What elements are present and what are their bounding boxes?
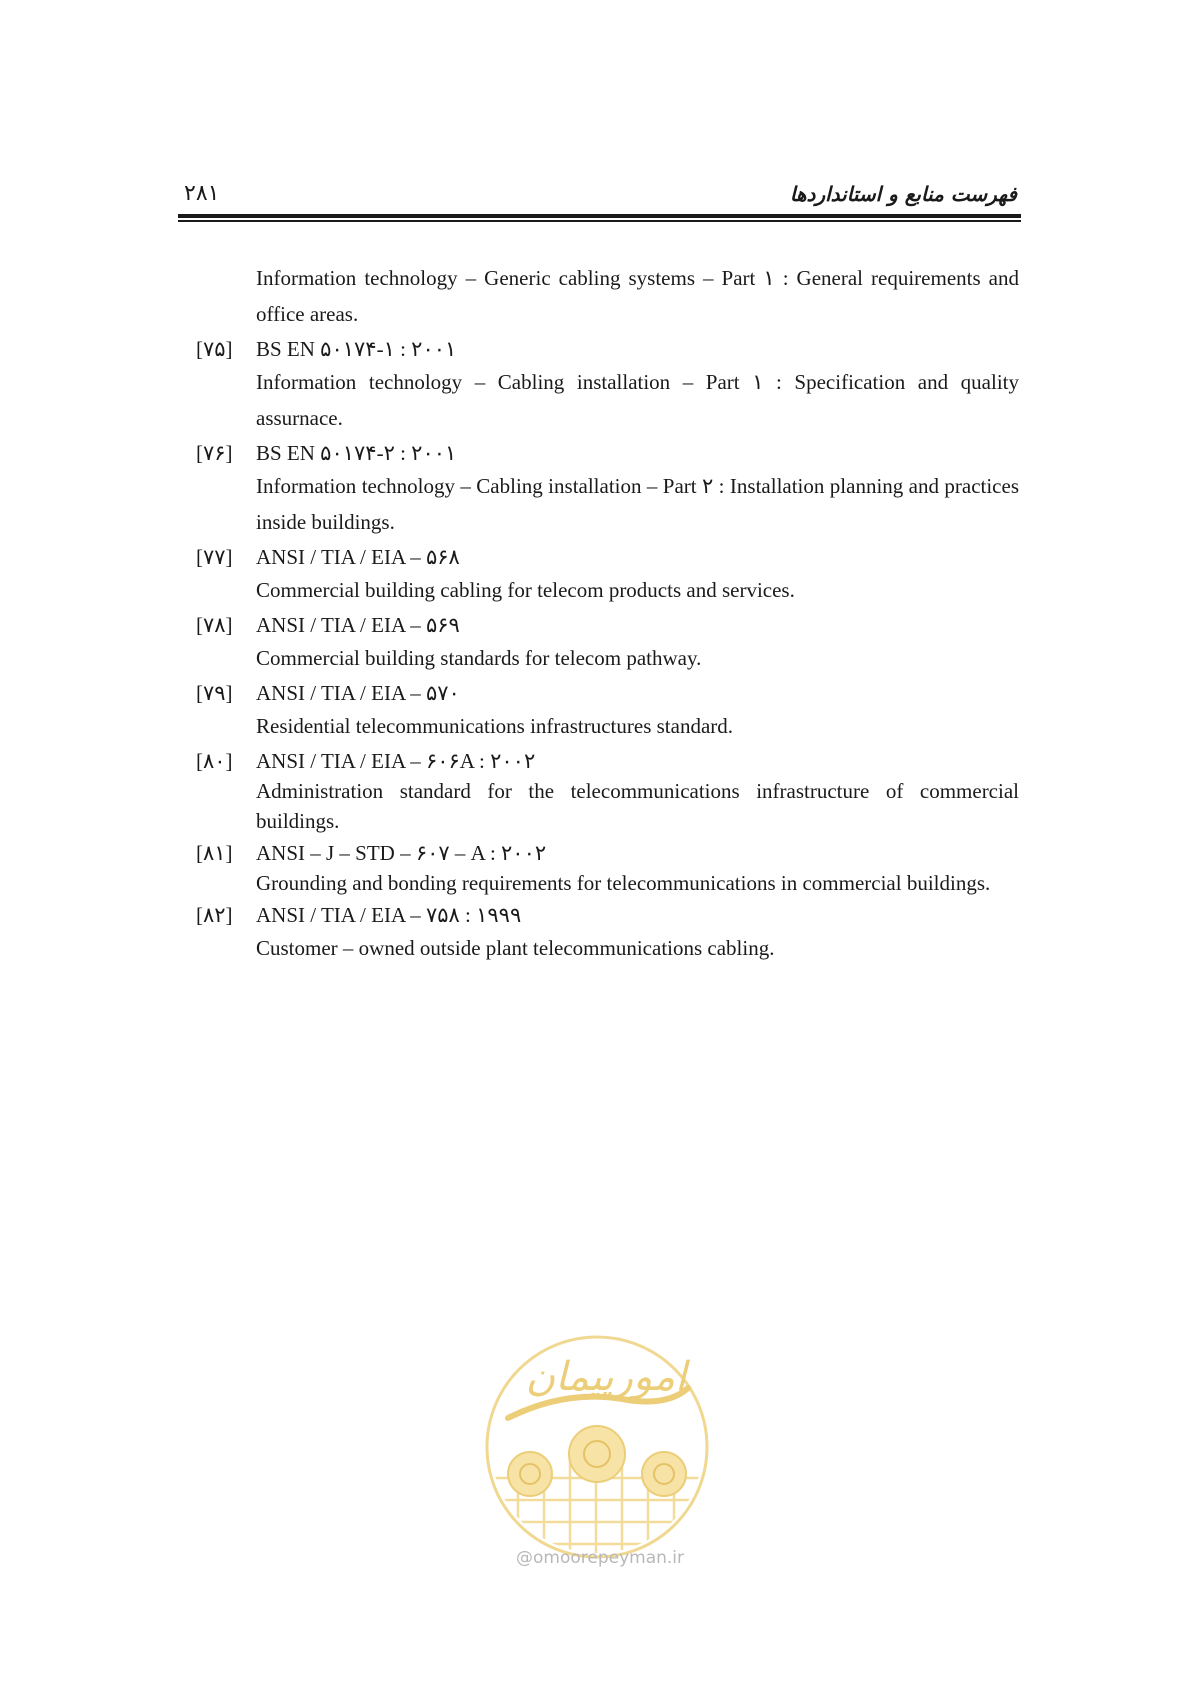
reference-number: [۷۹] (196, 681, 233, 705)
reference-description: Information technology – Cabling installation – Part ۲ : Installation planning and practices inside buildings. (256, 474, 1019, 534)
reference-number: [۷۶] (196, 441, 233, 465)
reference-number: [۷۵] (196, 337, 233, 361)
watermark-url-text: omoorepeyman.ir (532, 1548, 685, 1568)
reference-code: ANSI / TIA / EIA – ۵۶۹ (256, 613, 460, 637)
reference-description: Information technology – Cabling installation – Part ۱ : Specification and quality assurnace. (256, 370, 1019, 430)
reference-code: BS EN ۵۰۱۷۴-۱ : ۲۰۰۱ (256, 337, 457, 361)
reference-description: Grounding and bonding requirements for telecommunications in commercial buildings. (256, 871, 991, 895)
watermark-url (500, 1548, 700, 1568)
reference-entry (196, 438, 1019, 468)
reference-number: [۸۰] (196, 749, 233, 773)
reference-code: ANSI / TIA / EIA – ۵۶۸ (256, 545, 460, 569)
reference-entry (196, 678, 1019, 708)
reference-entry (196, 900, 1019, 930)
reference-code: ANSI – J – STD – ۶۰۷ – A : ۲۰۰۲ (256, 841, 547, 865)
header-rule-thick (178, 214, 1021, 218)
reference-entry (196, 746, 1019, 776)
reference-number: [۷۷] (196, 545, 233, 569)
reference-code: ANSI / TIA / EIA – ۵۷۰ (256, 681, 460, 705)
at-icon: @ (515, 1548, 533, 1568)
reference-code: ANSI / TIA / EIA – ۶۰۶A : ۲۰۰۲ (256, 749, 536, 773)
reference-description: Customer – owned outside plant telecommunications cabling. (256, 936, 775, 960)
header-title: فهرست منابع و استانداردها (789, 182, 1017, 206)
reference-description: Commercial building standards for telecom pathway. (256, 646, 702, 670)
lead-description: Information technology – Generic cabling systems – Part ۱ : General requirements and office areas. (256, 266, 1019, 326)
reference-entry (196, 610, 1019, 640)
reference-entry (196, 838, 1019, 868)
reference-description: Commercial building cabling for telecom products and services. (256, 578, 795, 602)
watermark-logo (478, 1328, 716, 1566)
reference-code: ANSI / TIA / EIA – ۷۵۸ : ۱۹۹۹ (256, 903, 522, 927)
reference-description: Administration standard for the telecommunications infrastructure of commercial buildings. (256, 779, 1019, 833)
page-header (178, 178, 1021, 218)
reference-number: [۸۱] (196, 841, 233, 865)
page-number: ۲۸۱ (184, 180, 220, 205)
reference-number: [۸۲] (196, 903, 233, 927)
reference-entry (196, 334, 1019, 364)
reference-list (196, 260, 1019, 966)
reference-description: Residential telecommunications infrastructures standard. (256, 714, 734, 738)
logo-text: امورپیمان (525, 1354, 687, 1400)
reference-number: [۷۸] (196, 613, 233, 637)
header-rule-thin (178, 220, 1021, 222)
reference-code: BS EN ۵۰۱۷۴-۲ : ۲۰۰۱ (256, 441, 457, 465)
reference-entry (196, 542, 1019, 572)
